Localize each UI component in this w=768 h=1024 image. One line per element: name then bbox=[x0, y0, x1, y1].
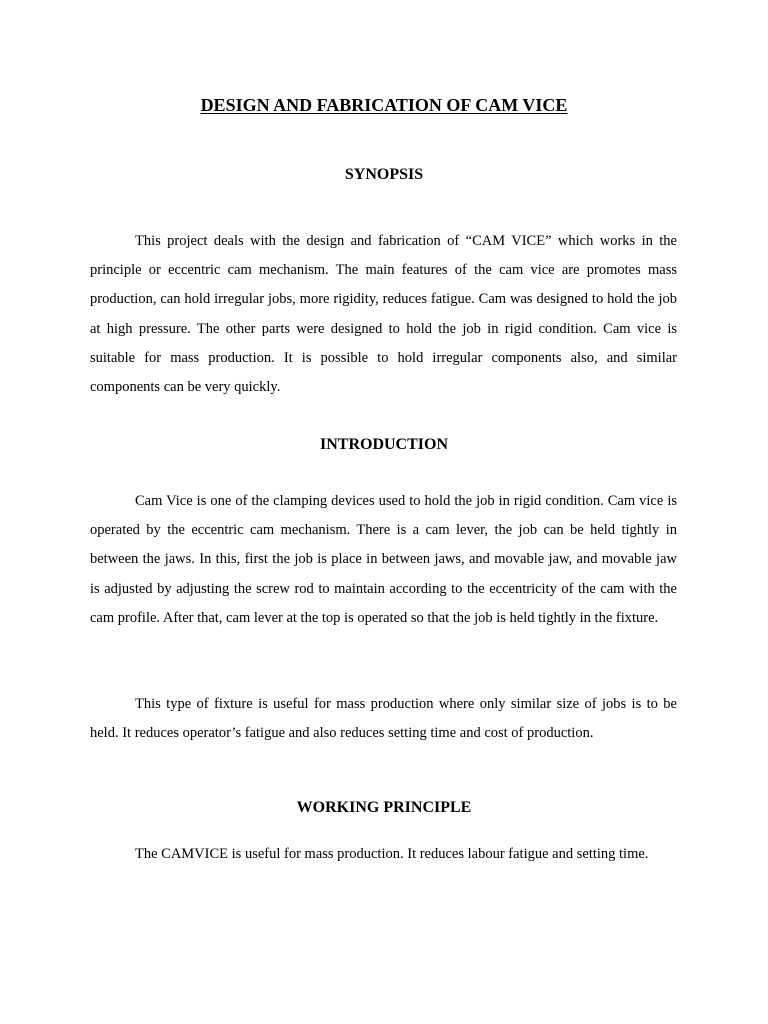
introduction-paragraph-2: This type of fixture is useful for mass production where only similar size of jobs is to be held. It reduces operator’s fatigue and also reduces setting time and cost of production. bbox=[90, 696, 677, 742]
synopsis-paragraph: This project deals with the design and fabrication of “CAM VICE” which works in the principle or eccentric cam mechanism. The main features of the cam vice are promotes mass production, can hold irregular jobs, more rigidity, reduces fatigue. Cam was designed to hold the job at high pressure. The other parts were designed to hold the job in rigid condition. Cam vice is suitable for mass production. It is possible to hold irregular components also, and similar components can be very quickly. bbox=[90, 233, 677, 396]
section-heading-introduction: INTRODUCTION bbox=[319, 436, 448, 453]
document-title: DESIGN AND FABRICATION OF CAM VICE bbox=[200, 95, 568, 115]
working-principle-paragraph: The CAMVICE is useful for mass production. It reduces labour fatigue and setting time. bbox=[135, 846, 649, 862]
introduction-paragraph-1: Cam Vice is one of the clamping devices used to hold the job in rigid condition. Cam vice is operated by the eccentric cam mechanism. There is a cam lever, the job can be held tightly in between the jaws. In this, first the job is place in between jaws, and movable jaw, and movable jaw is adjusted by adjusting the screw rod to maintain according to the eccentricity of the cam with the cam profile. After that, cam lever at the top is operated so that the job is held tightly in the fixture. bbox=[90, 493, 677, 626]
section-heading-synopsis: SYNOPSIS bbox=[344, 166, 424, 183]
section-heading-working-principle: WORKING PRINCIPLE bbox=[296, 799, 472, 816]
